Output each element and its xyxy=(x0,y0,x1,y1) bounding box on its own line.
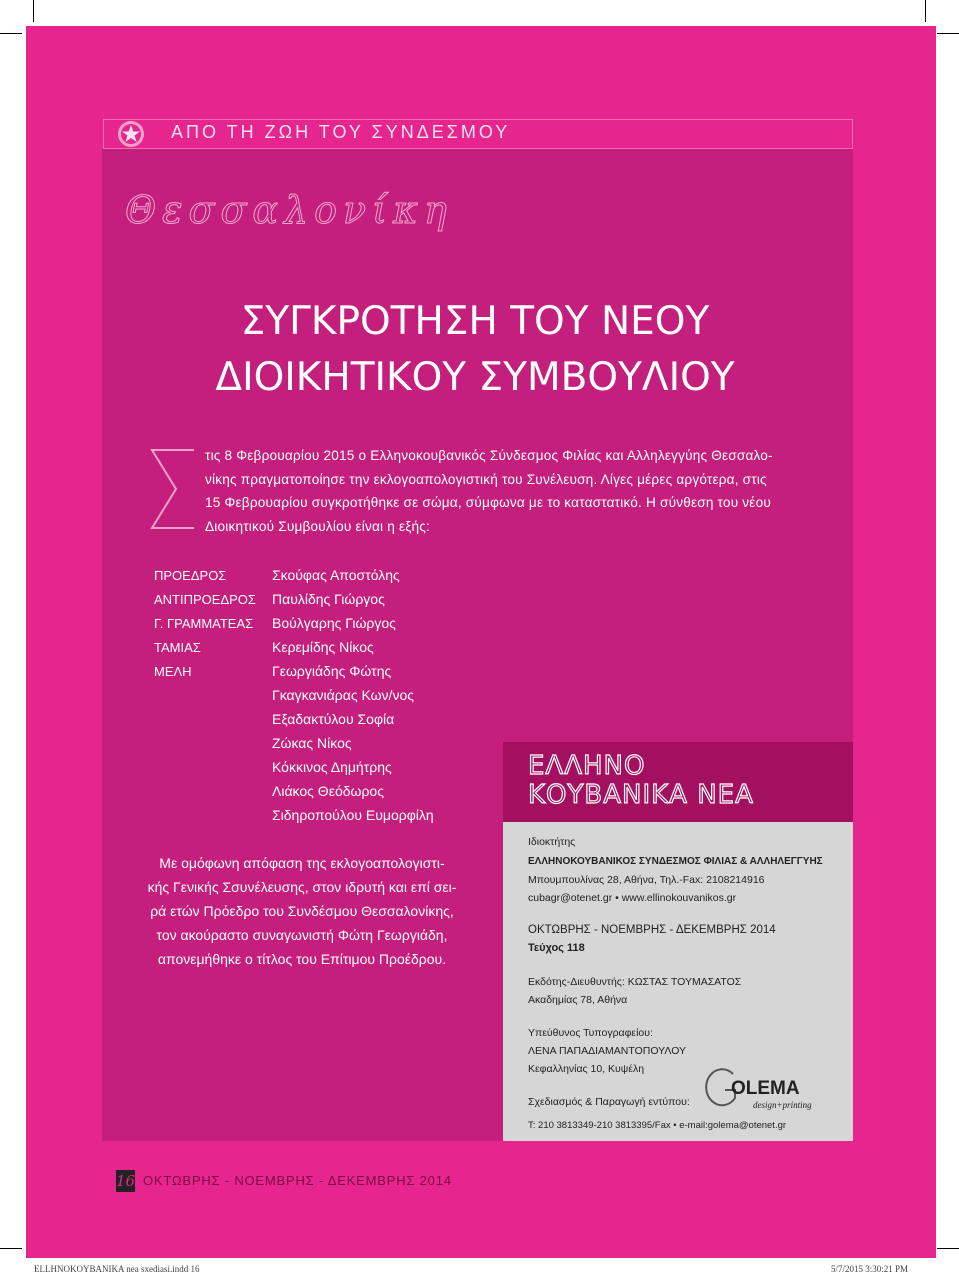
owner-name: ΕΛΛΗΝΟΚΟΥΒΑΝΙΚΟΣ ΣΥΝΔΕΣΜΟΣ ΦΙΛΙΑΣ & ΑΛΛΗΛΕΓΓΥΗΣ xyxy=(528,856,823,867)
article-title-line: ΣΥΓΚΡΟΤΗΣΗ ΤΟΥ ΝΕΟΥ xyxy=(240,299,710,344)
contact-phones: Τ: 210 3813349-210 3813395/Fax • e-mail:golema@otenet.gr xyxy=(528,1120,787,1131)
golema-logo-text: OLEMA xyxy=(731,1078,800,1099)
design-label: Σχεδιασμός & Παραγωγή εντύπου: xyxy=(528,1096,690,1108)
crop-mark xyxy=(0,1248,22,1249)
printing-label: Υπεύθυνος Τυπογραφείου: xyxy=(528,1027,653,1039)
issue-number: Τεύχος 118 xyxy=(528,942,585,954)
golema-tagline: design+printing xyxy=(753,1100,812,1110)
owner-label: Ιδιοκτήτης xyxy=(528,836,576,848)
closing-paragraph xyxy=(132,851,472,971)
intro-line: 15 Φεβρουαρίου συγκροτήθηκε σε σώμα, σύμφωνα με το καταστατικό. Η σύνθεση του νέου xyxy=(205,495,771,510)
print-slug-timestamp: 5/7/2015 3:30:21 PM xyxy=(831,1264,909,1274)
intro-line: Διοικητικού Συμβουλίου είναι η εξής: xyxy=(205,518,431,534)
closing-line: κής Γενικής Σσυνέλευσης, στον ιδρυτή και επί σει- xyxy=(147,879,457,895)
article-title-line: ΔΙΟΙΚΗΤΙΚΟΥ ΣΥΜΒΟΥΛΙΟΥ xyxy=(215,355,735,400)
board-row xyxy=(154,731,434,755)
board-list xyxy=(154,563,434,827)
section-title: ΑΠΟ ΤΗ ΖΩΗ ΤΟΥ ΣΥΝΔΕΣΜΟΥ xyxy=(171,122,511,142)
board-member: Εξαδακτύλου Σοφία xyxy=(272,711,395,727)
board-member: Σκούφας Αποστόλης xyxy=(272,567,400,583)
printing-address: Κεφαλληνίας 10, Κυψέλη xyxy=(528,1063,645,1075)
board-row xyxy=(154,707,434,731)
board-row xyxy=(154,683,434,707)
board-member: Γεωργιάδης Φώτης xyxy=(272,663,392,679)
intro-line: τις 8 Φεβρουαρίου 2015 ο Ελληνοκουβανικός Σύνδεσμος Φιλίας και Αλληλεγγύης Θεσσαλο- xyxy=(205,448,773,463)
crop-mark xyxy=(937,33,959,34)
board-row xyxy=(154,635,434,659)
star-badge-icon xyxy=(116,120,146,148)
board-row xyxy=(154,803,434,827)
masthead-title-line: ΕΛΛΗΝΟ xyxy=(528,751,646,781)
board-role: ΤΑΜΙΑΣ xyxy=(154,639,201,655)
board-role: Γ. ΓΡΑΜΜΑΤΕΑΣ xyxy=(154,615,254,631)
board-role: ΜΕΛΗ xyxy=(154,663,192,679)
crop-mark xyxy=(33,0,34,22)
closing-line: απονεμήθηκε ο τίτλος του Επίτιμου Προέδρου. xyxy=(157,951,447,967)
crop-mark xyxy=(937,1248,959,1249)
board-member: Βούλγαρης Γιώργος xyxy=(272,615,396,631)
board-row xyxy=(154,587,434,611)
closing-line: τον ακούραστο συναγωνιστή Φώτη Γεωργιάδη, xyxy=(156,927,448,943)
closing-line: ρά ετών Πρόεδρο του Συνδέσμου Θεσσαλονίκης, xyxy=(150,903,454,919)
drop-cap-sigma-icon xyxy=(150,448,196,535)
board-member: Λιάκος Θεόδωρος xyxy=(272,783,384,799)
publisher-address: Ακαδημίας 78, Αθήνα xyxy=(528,994,628,1006)
city-heading: Θεσσαλονίκη xyxy=(125,188,453,232)
intro-line: νίκης πραγματοποίησε την εκλογοαπολογιστική του Συνέλευση. Λίγες μέρες αργότερα, στις xyxy=(205,471,767,487)
footer-issue: ΟΚΤΩΒΡΗΣ - ΝΟΕΜΒΡΗΣ - ΔΕΚΕΜΒΡΗΣ 2014 xyxy=(143,1173,452,1188)
board-member: Κόκκινος Δημήτρης xyxy=(272,759,392,775)
issue-period: ΟΚΤΩΒΡΗΣ - ΝΟΕΜΒΡΗΣ - ΔΕΚΕΜΒΡΗΣ 2014 xyxy=(528,924,776,936)
print-slug-file: ELLHNOKOYBANIKA nea sxediasi.indd 16 xyxy=(34,1264,200,1274)
crop-mark xyxy=(0,33,22,34)
closing-line: Με ομόφωνη απόφαση της εκλογοαπολογιστι- xyxy=(159,855,445,871)
page-number: 16 xyxy=(116,1172,136,1190)
golema-logo xyxy=(703,1066,815,1114)
intro-paragraph xyxy=(205,444,830,538)
owner-contact: cubagr@otenet.gr • www.ellinokouvanikos.gr xyxy=(528,892,737,904)
board-member: Κερεμίδης Νίκος xyxy=(272,639,374,655)
crop-mark xyxy=(925,0,926,22)
board-member: Παυλίδης Γιώργος xyxy=(272,591,385,607)
owner-address: Μπουμπουλίνας 28, Αθήνα, Τηλ.-Fax: 2108214916 xyxy=(528,874,765,886)
article-title xyxy=(175,294,775,406)
board-member: Σιδηροπούλου Ευμορφίλη xyxy=(272,807,434,823)
board-role: ΑΝΤΙΠΡΟΕΔΡΟΣ xyxy=(154,591,256,607)
board-member: Γκαγκανιάρας Κων/νος xyxy=(272,687,414,703)
board-member: Ζώκας Νίκος xyxy=(272,735,352,751)
board-row xyxy=(154,659,434,683)
printing-name: ΛΕΝΑ ΠΑΠΑΔΙΑΜΑΝΤΟΠΟΥΛΟΥ xyxy=(528,1045,687,1057)
masthead-title xyxy=(528,752,754,810)
board-role: ΠΡΟΕΔΡΟΣ xyxy=(154,567,227,583)
publisher-label: Εκδότης-Διευθυντής: ΚΩΣΤΑΣ ΤΟΥΜΑΣΑΤΟΣ xyxy=(528,976,742,988)
board-row xyxy=(154,611,434,635)
board-row xyxy=(154,779,434,803)
board-row xyxy=(154,563,434,587)
board-row xyxy=(154,755,434,779)
masthead-title-line: ΚΟΥΒΑΝΙΚΑ ΝΕΑ xyxy=(528,780,754,810)
